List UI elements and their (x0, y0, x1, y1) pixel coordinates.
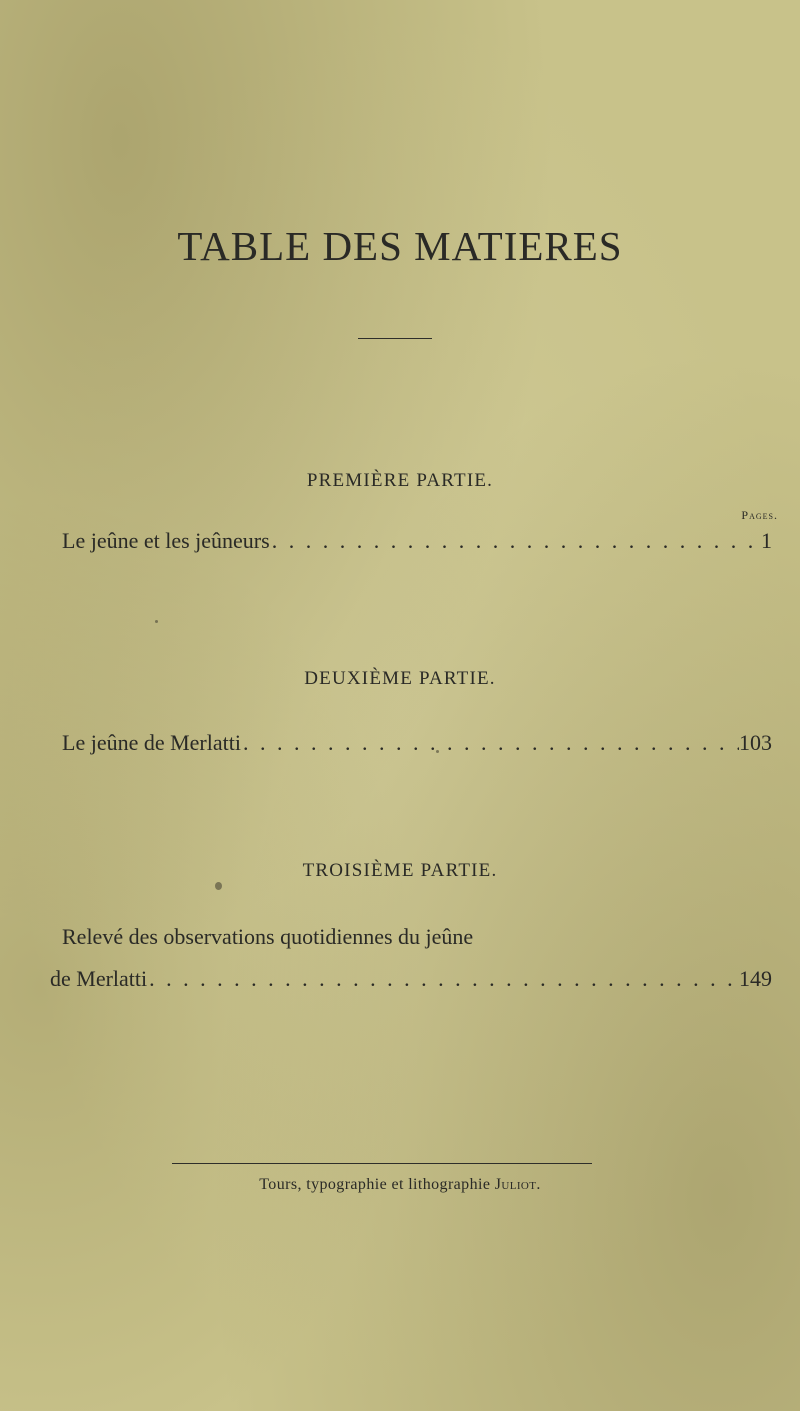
paper-speck (215, 882, 222, 890)
footer-divider (172, 1163, 592, 1164)
toc-entry-1[interactable] (62, 528, 772, 554)
leader-dots (270, 528, 752, 554)
toc-entry-3[interactable] (50, 966, 772, 992)
toc-entry-page: 103 (739, 730, 772, 755)
printer-imprint (0, 1176, 800, 1194)
part-heading-3: TROISIÈME PARTIE. (302, 860, 498, 881)
paper-speck (436, 750, 439, 753)
part-heading-1: PREMIÈRE PARTIE. (306, 470, 494, 491)
toc-entry-title: Le jeûne de Merlatti (62, 730, 241, 755)
pages-column-label: Pages. (741, 508, 778, 522)
toc-entry-title: de Merlatti (50, 966, 148, 991)
toc-entry-3-line-1[interactable]: Relevé des observations quotidiennes du jeûne (62, 924, 474, 949)
toc-entry-title: Le jeûne et les jeûneurs (62, 528, 270, 553)
toc-entry-page: 1 (761, 528, 772, 553)
title-divider (358, 338, 432, 339)
imprint-printer: Juliot. (494, 1176, 541, 1193)
page-title: TABLE DES MATIERES (177, 223, 623, 269)
leader-dots (147, 966, 739, 992)
toc-entry-page: 149 (739, 966, 772, 991)
leader-dots (241, 730, 739, 756)
toc-entry-2[interactable] (62, 730, 772, 756)
part-heading-2: DEUXIÈME PARTIE. (304, 668, 496, 689)
paper-speck (155, 620, 158, 623)
imprint-prefix: Tours, typographie et lithographie (259, 1176, 495, 1193)
